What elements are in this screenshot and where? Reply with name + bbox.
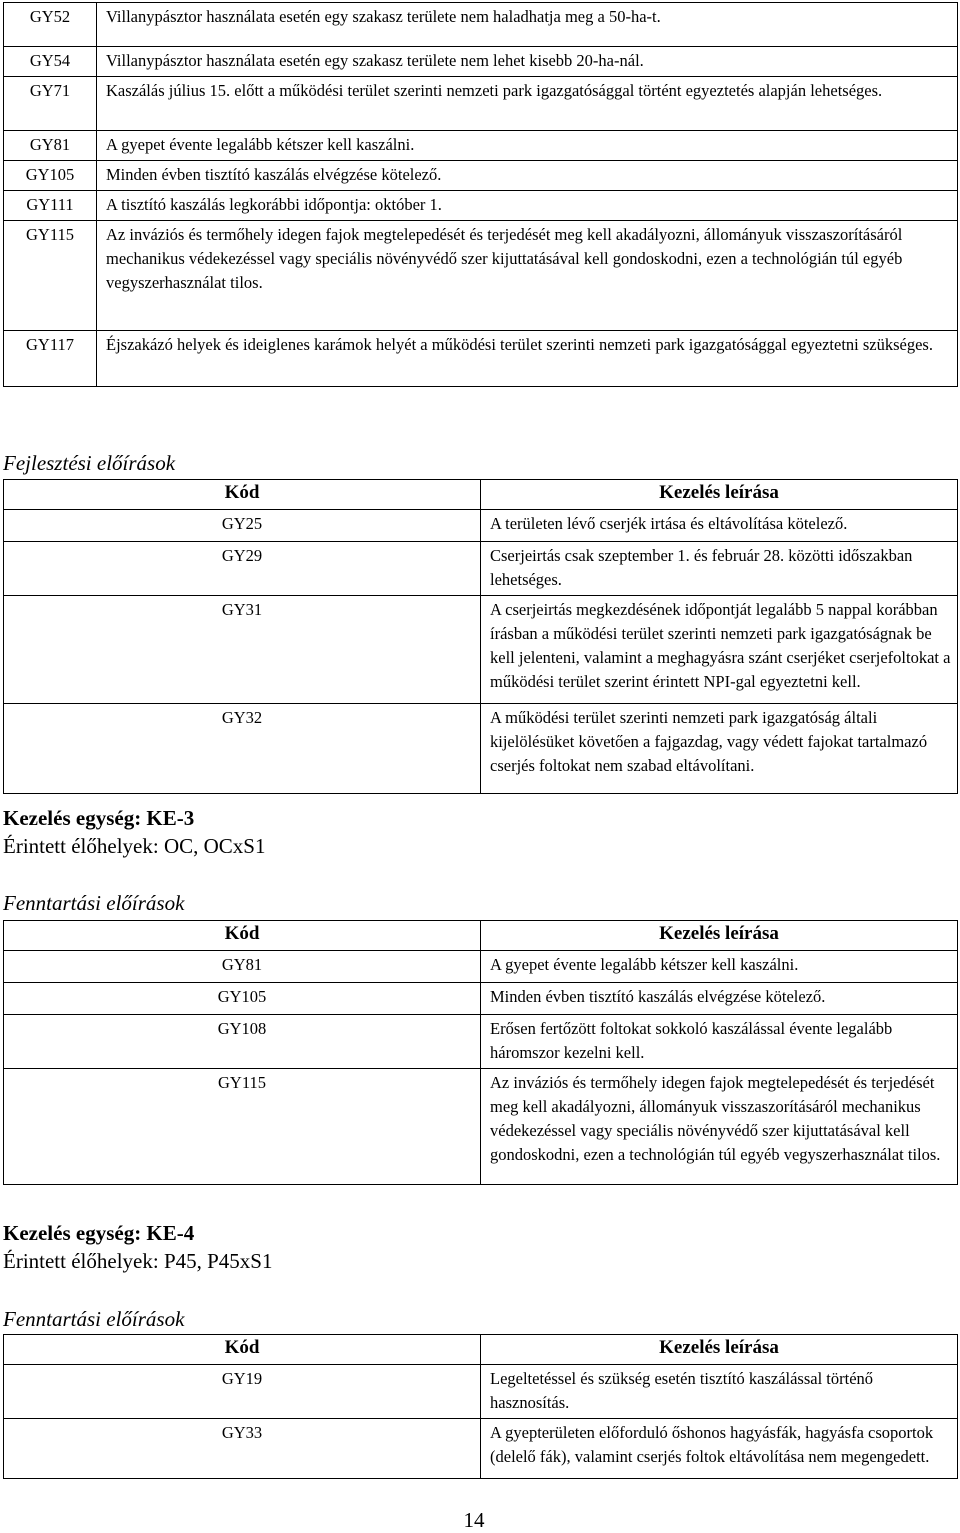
row-code: GY71 — [4, 77, 97, 131]
unit-title: Kezelés egység: KE-3 — [3, 806, 195, 830]
development-rules-table — [3, 479, 958, 794]
row-code: GY108 — [4, 1015, 481, 1069]
row-description: Villanypásztor használata esetén egy szakasz területe nem lehet kisebb 20-ha-nál. — [97, 47, 958, 77]
table-row — [4, 983, 958, 1015]
table-row — [4, 510, 958, 542]
row-description: A cserjeirtás megkezdésének időpontját legalább 5 nappal korábban írásban a működési terület szerinti nemzeti park igazgatóságnak be kell jelenteni, valamint a meghagyásra szánt cserjéket cserjefoltokat a működési terület szerint érintett NPI-gal egyeztetni kell. — [481, 596, 958, 704]
row-code: GY54 — [4, 47, 97, 77]
row-code: GY19 — [4, 1365, 481, 1419]
table-row — [4, 161, 958, 191]
table-row — [4, 331, 958, 387]
row-description: A gyepet évente legalább kétszer kell kaszálni. — [97, 131, 958, 161]
row-code: GY105 — [4, 983, 481, 1015]
section-heading: Fenntartási előírások — [3, 891, 185, 915]
row-code: GY31 — [4, 596, 481, 704]
row-description: Cserjeirtás csak szeptember 1. és február 28. közötti időszakban lehetséges. — [481, 542, 958, 596]
table-row — [4, 3, 958, 47]
top-rules-table — [3, 2, 958, 387]
row-description: Legeltetéssel és szükség esetén tisztító kaszálással történő hasznosítás. — [481, 1365, 958, 1419]
column-header-description: Kezelés leírása — [481, 921, 958, 951]
table-row — [4, 131, 958, 161]
column-header-description: Kezelés leírása — [481, 480, 958, 510]
row-code: GY115 — [4, 1069, 481, 1185]
table-header-row — [4, 1335, 958, 1365]
unit-habitats: Érintett élőhelyek: P45, P45xS1 — [3, 1249, 273, 1273]
row-description: A gyepterületen előforduló őshonos hagyásfák, hagyásfa csoportok (delelő fák), valamint cserjés foltok eltávolítása nem megengedett. — [481, 1419, 958, 1479]
row-code: GY105 — [4, 161, 97, 191]
row-description: Éjszakázó helyek és ideiglenes karámok helyét a működési terület szerinti nemzeti park igazgatósággal egyeztetni szükséges. — [97, 331, 958, 387]
row-description: Kaszálás július 15. előtt a működési terület szerinti nemzeti park igazgatósággal történt egyeztetés alapján lehetséges. — [97, 77, 958, 131]
row-code: GY111 — [4, 191, 97, 221]
row-code: GY81 — [4, 951, 481, 983]
table-row — [4, 47, 958, 77]
maintenance-rules-table — [3, 1334, 958, 1479]
page-number: 14 — [463, 1508, 485, 1532]
table-row — [4, 221, 958, 331]
maintenance-rules-table — [3, 920, 958, 1185]
section-heading: Fejlesztési előírások — [3, 451, 176, 475]
row-code: GY29 — [4, 542, 481, 596]
row-description: Az inváziós és termőhely idegen fajok megtelepedését és terjedését meg kell akadályozni, állományuk visszaszorításáról mechanikus védekezéssel vagy speciális növényvédő szer kijuttatásával kell gondoskodni, ezen a technológián túl egyéb vegyszerhasználat tilos. — [97, 221, 958, 331]
unit-title: Kezelés egység: KE-4 — [3, 1221, 195, 1245]
table-row — [4, 951, 958, 983]
row-code: GY117 — [4, 331, 97, 387]
table-header-row — [4, 921, 958, 951]
unit-habitats: Érintett élőhelyek: OC, OCxS1 — [3, 834, 266, 858]
column-header-description: Kezelés leírása — [481, 1335, 958, 1365]
row-code: GY25 — [4, 510, 481, 542]
table-row — [4, 596, 958, 704]
table-row — [4, 1419, 958, 1479]
table-row — [4, 191, 958, 221]
table-row — [4, 1015, 958, 1069]
row-description: Villanypásztor használata esetén egy szakasz területe nem haladhatja meg a 50-ha-t. — [97, 3, 958, 47]
row-description: A területen lévő cserjék irtása és eltávolítása kötelező. — [481, 510, 958, 542]
table-row — [4, 704, 958, 794]
row-code: GY33 — [4, 1419, 481, 1479]
table-row — [4, 1069, 958, 1185]
row-code: GY32 — [4, 704, 481, 794]
column-header-code: Kód — [4, 480, 481, 510]
row-description: Minden évben tisztító kaszálás elvégzése kötelező. — [97, 161, 958, 191]
row-description: Erősen fertőzött foltokat sokkoló kaszálással évente legalább háromszor kezelni kell. — [481, 1015, 958, 1069]
table-row — [4, 1365, 958, 1419]
row-code: GY81 — [4, 131, 97, 161]
row-code: GY52 — [4, 3, 97, 47]
row-description: A gyepet évente legalább kétszer kell kaszálni. — [481, 951, 958, 983]
column-header-code: Kód — [4, 921, 481, 951]
section-heading: Fenntartási előírások — [3, 1307, 185, 1331]
row-description: A működési terület szerinti nemzeti park igazgatóság általi kijelölésüket követően a fajgazdag, vagy védett fajokat tartalmazó cserjés foltokat nem szabad eltávolítani. — [481, 704, 958, 794]
table-row — [4, 77, 958, 131]
column-header-code: Kód — [4, 1335, 481, 1365]
table-row — [4, 542, 958, 596]
row-description: Minden évben tisztító kaszálás elvégzése kötelező. — [481, 983, 958, 1015]
row-description: Az inváziós és termőhely idegen fajok megtelepedését és terjedését meg kell akadályozni, állományuk visszaszorításáról mechanikus védekezéssel vagy speciális növényvédő szer kijuttatásával kell gondoskodni, ezen a technológián túl egyéb vegyszerhasználat tilos. — [481, 1069, 958, 1185]
row-description: A tisztító kaszálás legkorábbi időpontja: október 1. — [97, 191, 958, 221]
row-code: GY115 — [4, 221, 97, 331]
table-header-row — [4, 480, 958, 510]
